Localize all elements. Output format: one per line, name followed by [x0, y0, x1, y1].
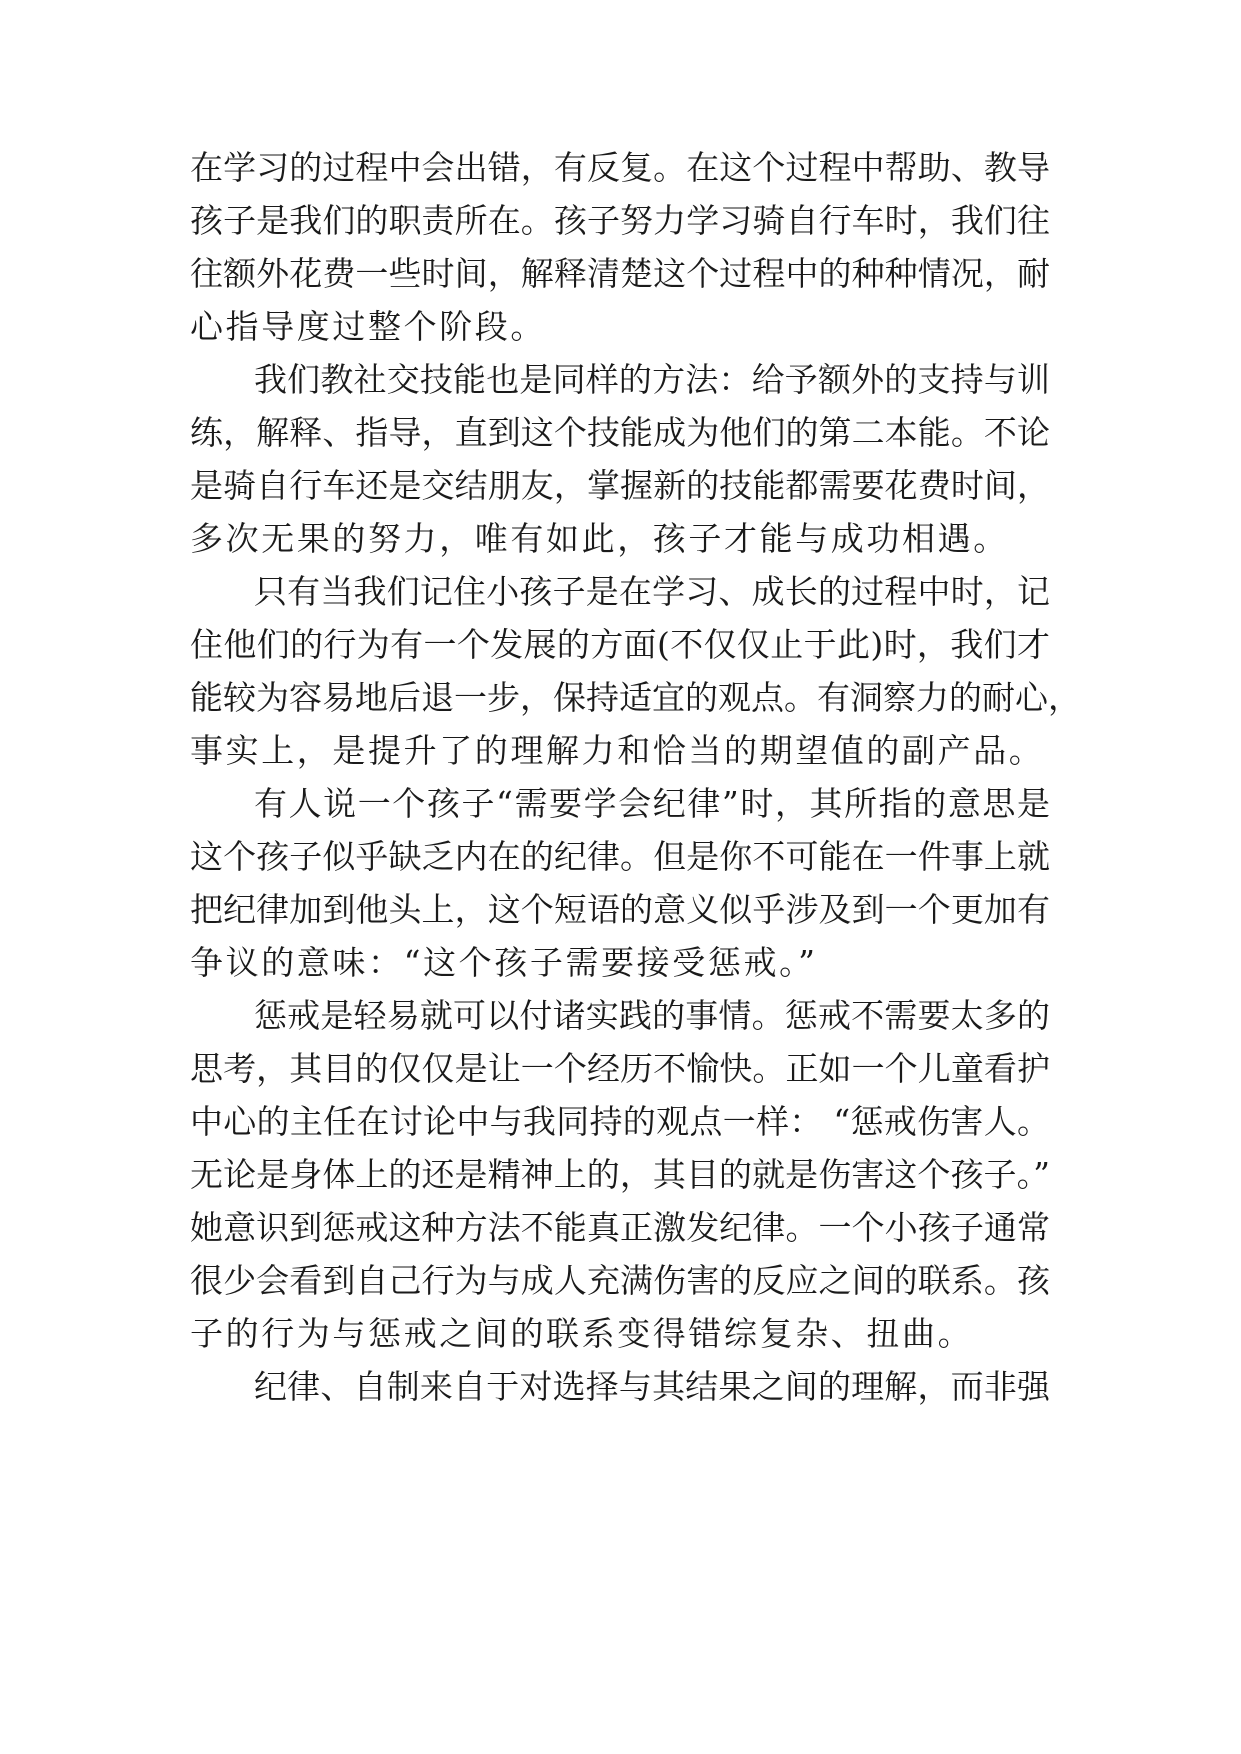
text-line-11: 能较为容易地后退一步，保持适宜的观点。有洞察力的耐心，: [190, 678, 1081, 717]
text-line-2: 孩子是我们的职责所在。孩子努力学习骑自行车时，我们往: [190, 201, 1050, 240]
text-line-6: 练，解释、指导，直到这个技能成为他们的第二本能。不论: [190, 413, 1050, 452]
text-line-12: 事实上，是提升了的理解力和恰当的期望值的副产品。: [190, 731, 1045, 770]
text-line-22: 很少会看到自己行为与成人充满伤害的反应之间的联系。孩: [190, 1261, 1050, 1300]
text-line-16: 争议的意味：“这个孩子需要接受惩戒。”: [190, 943, 818, 982]
text-line-19: 中心的主任在讨论中与我同持的观点一样： “惩戒伤害人。: [190, 1102, 1050, 1141]
text-line-5: 我们教社交技能也是同样的方法：给予额外的支持与训: [254, 360, 1050, 399]
text-line-24: 纪律、自制来自于对选择与其结果之间的理解，而非强: [254, 1367, 1050, 1406]
text-line-4: 心指导度过整个阶段。: [190, 307, 546, 346]
text-line-3: 往额外花费一些时间，解释清楚这个过程中的种种情况，耐: [190, 254, 1050, 293]
text-line-1: 在学习的过程中会出错，有反复。在这个过程中帮助、教导: [190, 148, 1050, 187]
text-line-17: 惩戒是轻易就可以付诸实践的事情。惩戒不需要太多的: [254, 996, 1050, 1035]
text-line-15: 把纪律加到他头上，这个短语的意义似乎涉及到一个更加有: [190, 890, 1050, 929]
text-line-14: 这个孩子似乎缺乏内在的纪律。但是你不可能在一件事上就: [190, 837, 1050, 876]
text-line-21: 她意识到惩戒这种方法不能真正激发纪律。一个小孩子通常: [190, 1208, 1050, 1247]
text-line-23: 子的行为与惩戒之间的联系变得错综复杂、扭曲。: [190, 1314, 974, 1353]
text-line-10: 住他们的行为有一个发展的方面(不仅仅止于此)时，我们才: [190, 625, 1050, 664]
text-line-9: 只有当我们记住小孩子是在学习、成长的过程中时，记: [254, 572, 1050, 611]
text-line-7: 是骑自行车还是交结朋友，掌握新的技能都需要花费时间，: [190, 466, 1050, 505]
text-line-8: 多次无果的努力，唯有如此，孩子才能与成功相遇。: [190, 519, 1009, 558]
text-line-18: 思考，其目的仅仅是让一个经历不愉快。正如一个儿童看护: [190, 1049, 1050, 1088]
text-line-20: 无论是身体上的还是精神上的，其目的就是伤害这个孩子。”: [190, 1155, 1050, 1194]
text-line-13: 有人说一个孩子“需要学会纪律”时，其所指的意思是: [254, 784, 1050, 823]
